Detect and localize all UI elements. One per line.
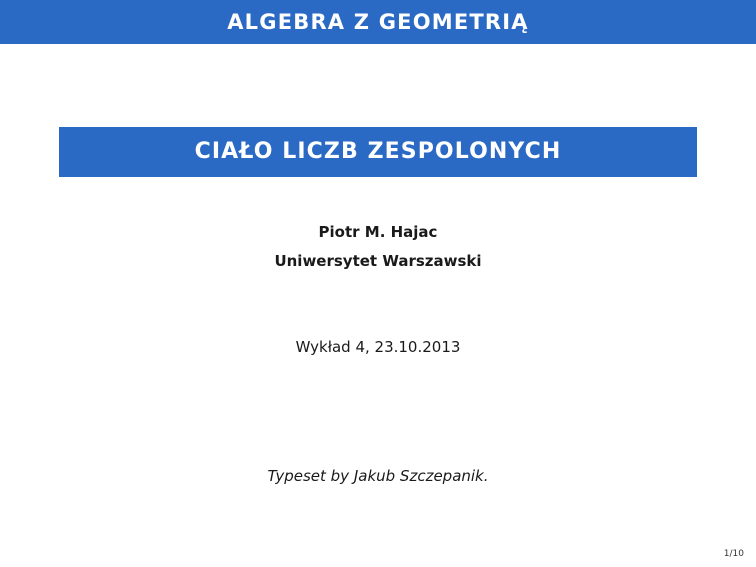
slide-header-bar (0, 0, 756, 44)
author-block (0, 218, 756, 275)
author-name: Piotr M. Hajac (318, 223, 438, 241)
lecture-date: Wykład 4, 23.10.2013 (295, 338, 461, 356)
lecture-date-block (0, 337, 756, 356)
page-indicator: 1/10 (723, 549, 744, 559)
slide-title-block (59, 127, 697, 177)
author-affiliation: Uniwersytet Warszawski (274, 251, 482, 270)
typeset-credit: Typeset by Jakub Szczepanik. (267, 467, 489, 485)
typeset-credit-block (0, 466, 756, 485)
course-title: ALGEBRA Z GEOMETRIĄ (227, 9, 529, 34)
slide-title: CIAŁO LICZB ZESPOLONYCH (194, 139, 562, 164)
